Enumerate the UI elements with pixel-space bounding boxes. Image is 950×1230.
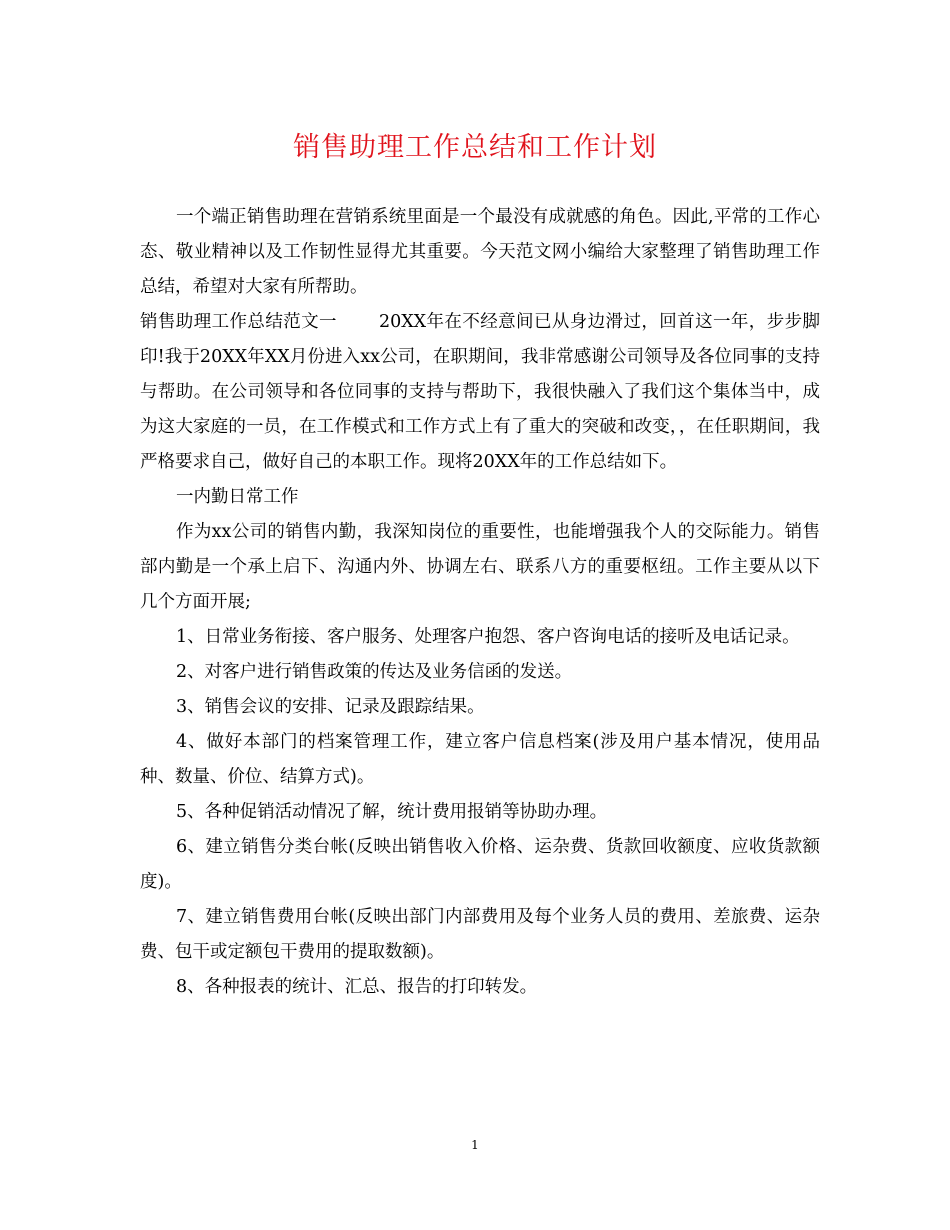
list-item: 2、对客户进行销售政策的传达及业务信函的发送。: [176, 662, 573, 682]
page-number: 1: [471, 1138, 479, 1152]
list-item: 7、建立销售费用台帐(反映出部门内部费用及每个业务人员的费用、差旅费、运杂费、包干或定额包干费用的提取数额)。: [140, 907, 820, 962]
sample-text: 20XX年在不经意间已从身边滑过，回首这一年，步步脚印!我于20XX年XX月份进入xx公司，在职期间，我非常感谢公司领导及各位同事的支持与帮助。在公司领导和各位同事的支持与帮助下，我很快融入了我们这个集体当中，成为这大家庭的一员，在工作模式和工作方式上有了重大的突破和改变，，在任职期间，我严格要求自己，做好自己的本职工作。现将20XX年的工作总结如下。: [140, 312, 820, 472]
intro-paragraph: 一个端正销售助理在营销系统里面是一个最没有成就感的角色。因此,平常的工作心态、敬业精神以及工作韧性显得尤其重要。今天范文网小编给大家整理了销售助理工作总结，希望对大家有所帮助。: [140, 207, 820, 297]
list-item: 3、销售会议的安排、记录及跟踪结果。: [176, 697, 485, 717]
sample-label: 销售助理工作总结范文一: [140, 312, 337, 332]
list-item: 5、各种促销活动情况了解，统计费用报销等协助办理。: [176, 802, 608, 822]
list-item: 8、各种报表的统计、汇总、报告的打印转发。: [176, 977, 538, 997]
list-item: 4、做好本部门的档案管理工作，建立客户信息档案(涉及用户基本情况，使用品种、数量、价位、结算方式)。: [140, 732, 820, 787]
list-item: 1、日常业务衔接、客户服务、处理客户抱怨、客户咨询电话的接听及电话记录。: [176, 627, 800, 647]
section-intro-paragraph: 作为xx公司的销售内勤，我深知岗位的重要性，也能增强我个人的交际能力。销售部内勤是一个承上启下、沟通内外、协调左右、联系八方的重要枢纽。工作主要从以下几个方面开展;: [140, 522, 820, 612]
document-body: [140, 200, 820, 1005]
list-item: 6、建立销售分类台帐(反映出销售收入价格、运杂费、货款回收额度、应收货款额度)。: [140, 837, 820, 892]
sample-paragraph: [140, 305, 820, 480]
document-title: 销售助理工作总结和工作计划: [293, 132, 657, 163]
section-heading: 一内勤日常工作: [176, 487, 299, 507]
